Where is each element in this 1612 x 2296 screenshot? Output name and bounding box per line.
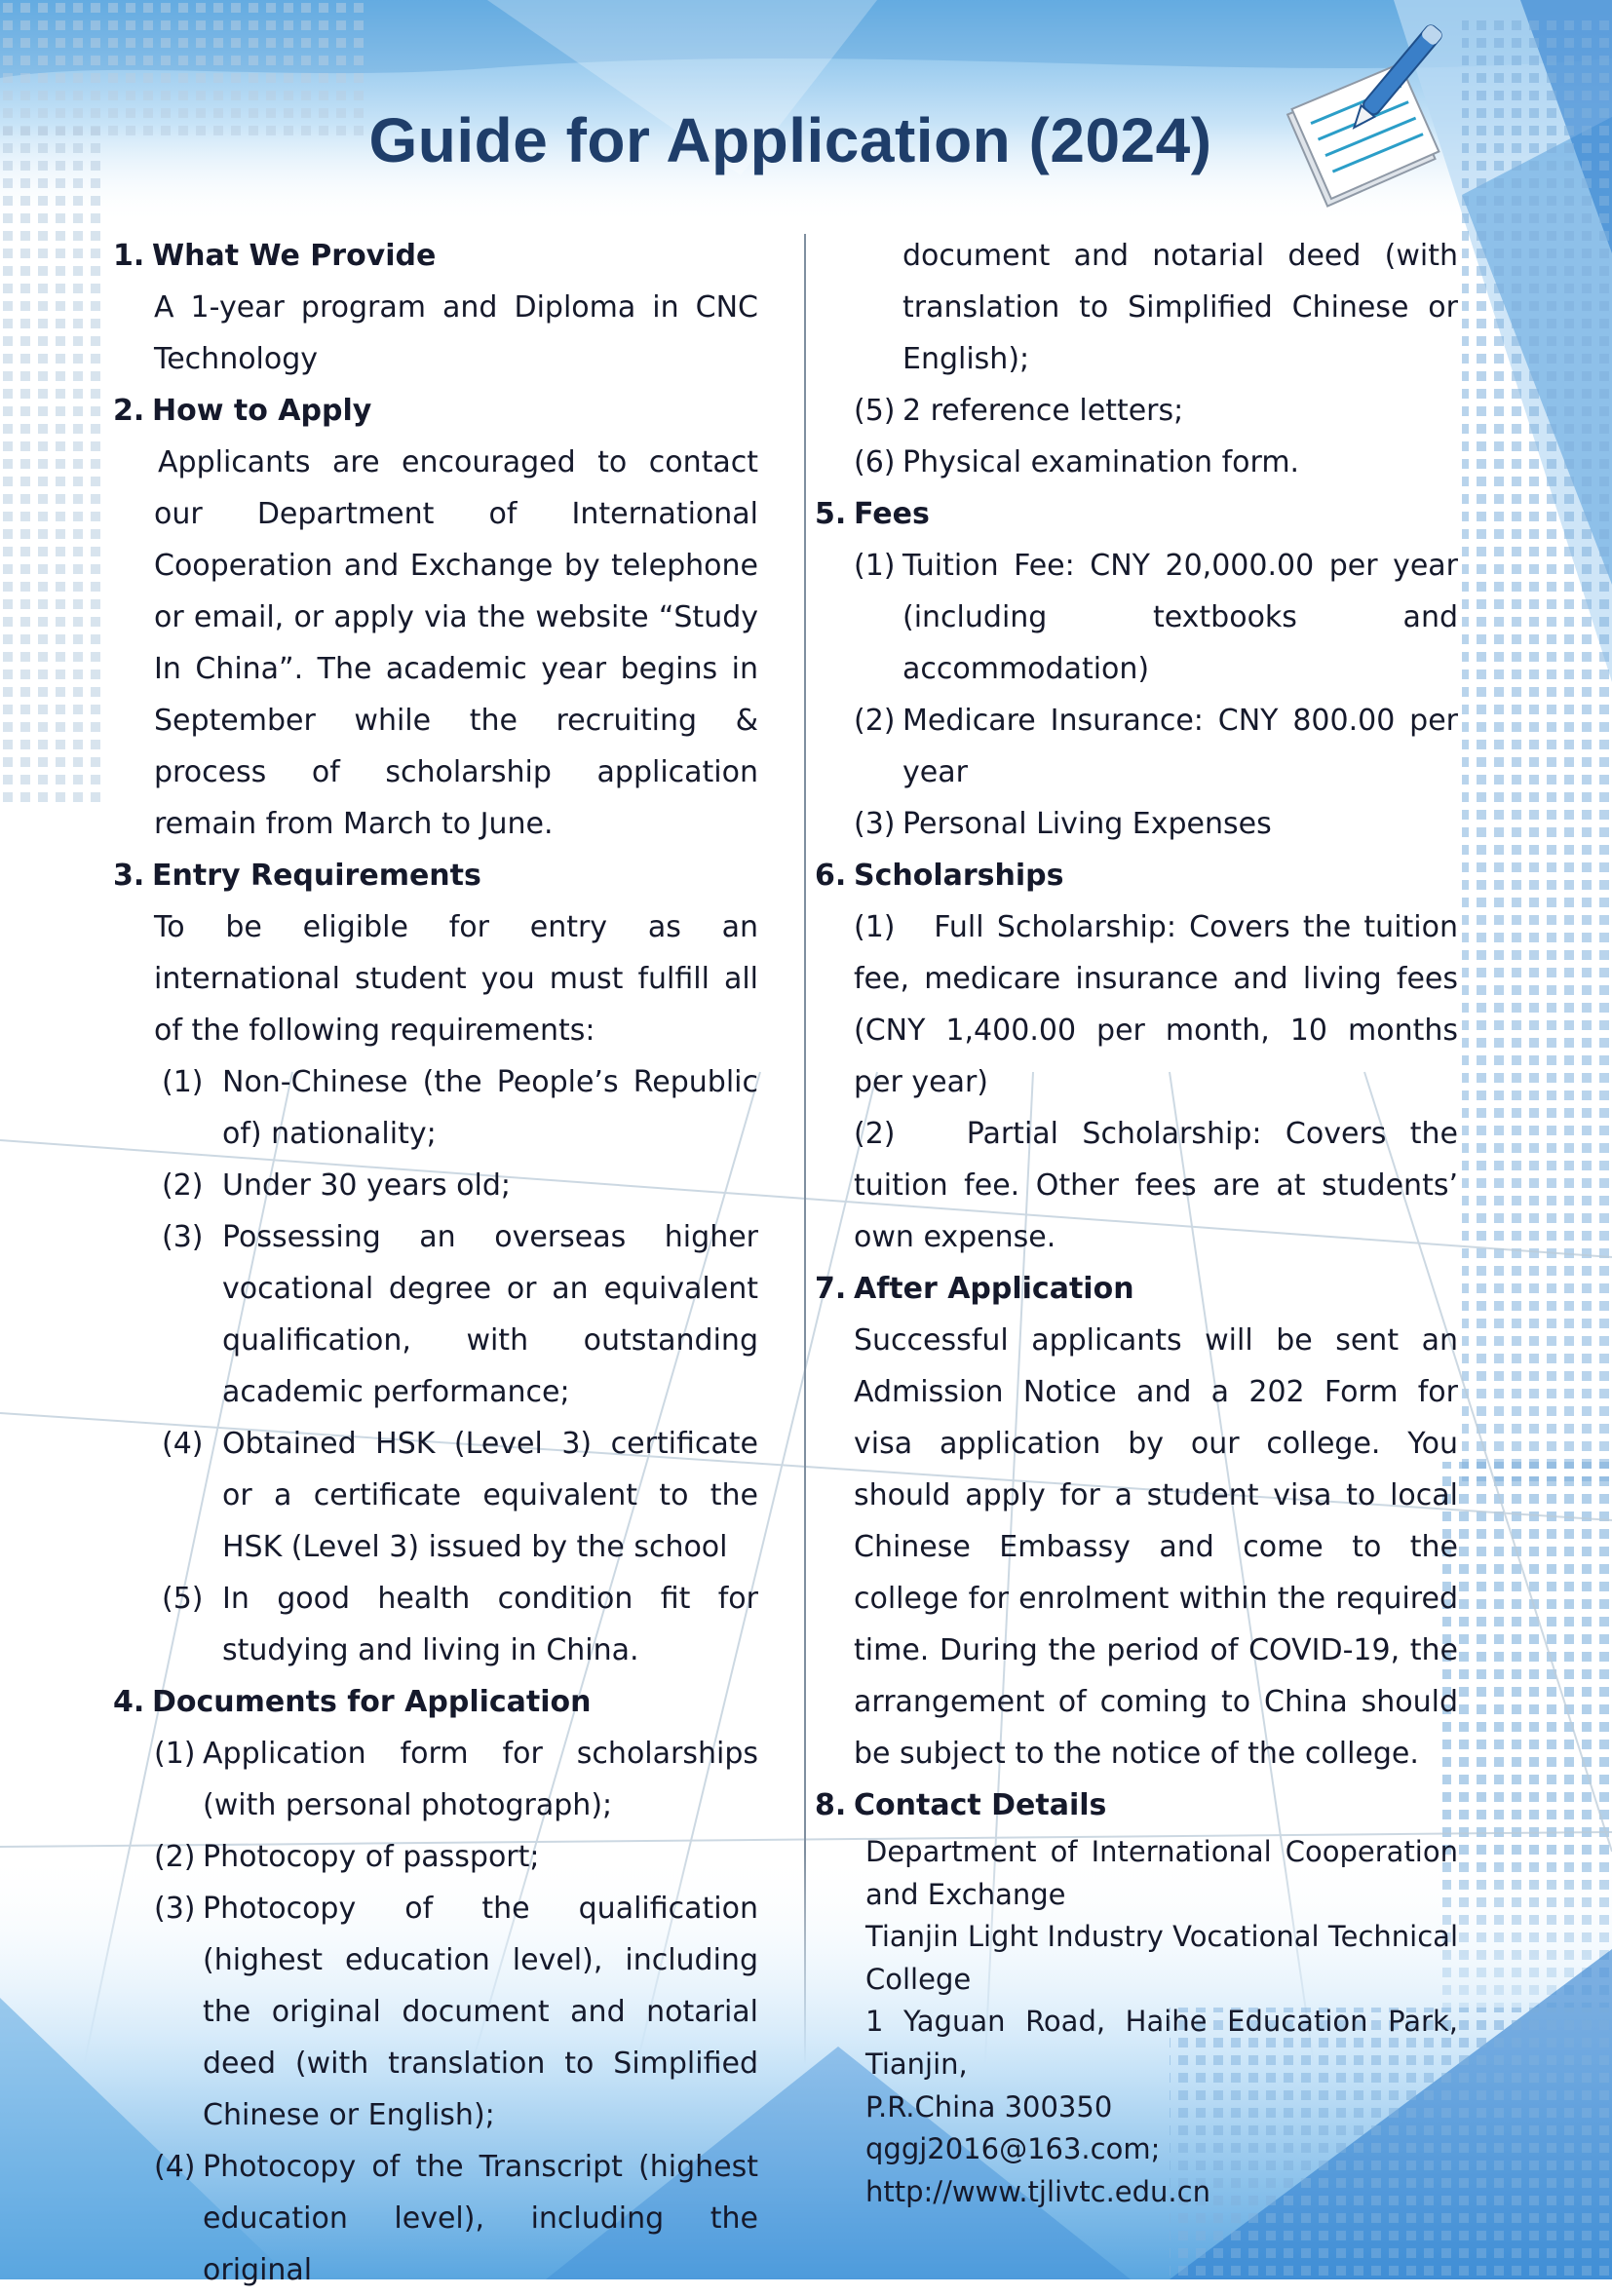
list-item: (2) Under 30 years old; xyxy=(162,1168,511,1203)
list-item: (1) Application form for scholarships (with personal photograph); xyxy=(154,1737,758,1822)
contact-line-department: Department of International Cooperation xyxy=(865,1835,1458,1868)
contact-details-block xyxy=(865,1831,1458,2213)
entry-requirements-list xyxy=(162,1056,758,1676)
list-item: (1) Non-Chinese (the People’s Republic of) nationality; xyxy=(162,1065,758,1151)
list-item: (2) Photocopy of passport; xyxy=(154,1840,540,1874)
contact-website-link[interactable]: http://www.tjlivtc.edu.cn xyxy=(865,2174,1210,2208)
list-item: (4) Photocopy of the Transcript (highest education level), including the original xyxy=(154,2150,758,2287)
list-item: (1) Tuition Fee: CNY 20,000.00 per year (including textbooks and accommodation) xyxy=(854,549,1458,686)
page-title: Guide for Application (2024) xyxy=(368,105,1212,175)
list-item: (3) Personal Living Expenses xyxy=(854,807,1272,841)
left-column xyxy=(113,230,758,2296)
notebook-pen-icon xyxy=(1277,23,1452,209)
section-heading-after-application: 7. After Application xyxy=(815,1272,1134,1306)
entry-requirements-intro: To be eligible for entry as an international student you must fulfill all of the following requirements: xyxy=(154,910,758,1048)
section-heading-entry-requirements: 3. Entry Requirements xyxy=(113,859,481,893)
contact-line-postcode: P.R.China 300350 xyxy=(865,2089,1113,2124)
list-item: (2) Medicare Insurance: CNY 800.00 per year xyxy=(854,704,1458,789)
list-item: (5) 2 reference letters; xyxy=(854,394,1184,428)
documents-list-continued xyxy=(854,385,1458,488)
section-body-after-application: Successful applicants will be sent an Admission Notice and a 202 Form for visa application by our college. You should apply for a student visa to local Chinese Embassy and come to the college for enrolment within the required time. During the period of COVID-19, the arrangement of coming to China should be subject to the notice of the college. xyxy=(854,1323,1458,1771)
list-item: (3) Photocopy of the qualification (highest education level), including the original document and notarial deed (with translation to Simplified Chinese or English); xyxy=(154,1892,758,2132)
documents-item-continuation: document and notarial deed (with translation to Simplified Chinese or English); xyxy=(902,239,1458,376)
contact-line-department-cont: and Exchange xyxy=(865,1877,1066,1911)
contact-email[interactable]: qggj2016@163.com; xyxy=(865,2132,1161,2166)
scholarship-item-partial: (2) Partial Scholarship: Covers the tuition fee. Other fees are at students’ own expense. xyxy=(854,1117,1459,1254)
fees-list xyxy=(854,540,1458,850)
section-heading-fees: 5. Fees xyxy=(815,497,930,531)
list-item: (5) In good health condition fit for studying and living in China. xyxy=(162,1582,758,1667)
section-heading-how-to-apply: 2. How to Apply xyxy=(113,394,372,428)
list-item: (3) Possessing an overseas higher vocational degree or an equivalent qualification, with outstanding academic performance; xyxy=(162,1220,758,1409)
list-item: (4) Obtained HSK (Level 3) certificate or a certificate equivalent to the HSK (Level 3) issued by the school xyxy=(162,1427,758,1564)
section-body-what-we-provide: A 1-year program and Diploma in CNC Technology xyxy=(154,290,758,376)
section-heading-scholarships: 6. Scholarships xyxy=(815,859,1064,893)
section-heading-what-we-provide: 1. What We Provide xyxy=(113,239,437,273)
contact-line-college: Tianjin Light Industry Vocational Technical xyxy=(865,1920,1458,1954)
contact-line-college-cont: College xyxy=(865,1962,972,1996)
right-column xyxy=(815,230,1458,2213)
section-heading-documents: 4. Documents for Application xyxy=(113,1685,592,1719)
list-item: (6) Physical examination form. xyxy=(854,445,1300,479)
contact-line-address: 1 Yaguan Road, Haihe Education Park, Tianjin, xyxy=(865,2005,1458,2081)
section-heading-contact-details: 8. Contact Details xyxy=(815,1788,1107,1822)
scholarship-item-full: (1) Full Scholarship: Covers the tuition fee, medicare insurance and living fees (CNY 1,400.00 per month, 10 months per year) xyxy=(854,910,1458,1099)
section-body-how-to-apply: Applicants are encouraged to contact our Department of International Cooperation and Exchange by telephone or email, or apply via the website “Study In China”. The academic year begins in September while the recruiting & process of scholarship application remain from March to June. xyxy=(154,445,758,841)
documents-list xyxy=(154,1728,758,2296)
